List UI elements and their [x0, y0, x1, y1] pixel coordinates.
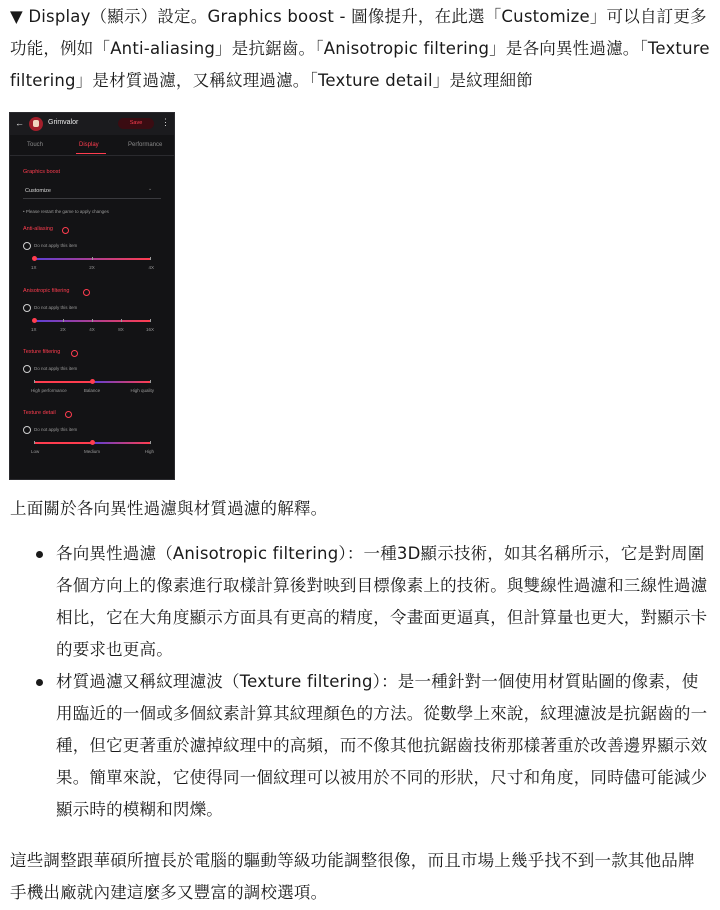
anisotropic-filtering-tick-label: 1X: [31, 327, 37, 332]
texture-filtering-tick-label: High quality: [130, 388, 154, 393]
texture-detail-track-active: [34, 442, 92, 444]
texture-filtering-skip-radio[interactable]: [23, 365, 31, 373]
bullet-icon: [36, 551, 43, 558]
active-tab-indicator: [76, 153, 106, 154]
texture-filtering-track-active: [34, 381, 92, 383]
texture-detail-tick: [34, 441, 35, 444]
list-item: [0, 538, 720, 666]
anti-aliasing-tick-label: 2X: [89, 265, 95, 270]
info-icon[interactable]: [65, 411, 72, 418]
anisotropic-filtering-tick-label: 8X: [118, 327, 124, 332]
anti-aliasing-skip-label: Do not apply this item: [34, 243, 78, 248]
save-button[interactable]: Save: [118, 118, 154, 129]
texture-filtering-tick-label: High performance: [31, 388, 67, 393]
anti-aliasing-tick: [92, 257, 93, 260]
graphics-boost-value: Customize: [25, 188, 51, 194]
texture-detail-label: Texture detail: [23, 410, 56, 416]
texture-detail-tick-label: Medium: [83, 449, 101, 454]
anti-aliasing-tick-label: 1X: [31, 265, 37, 270]
list-item: [0, 666, 720, 826]
anisotropic-filtering-tick-label: 2X: [60, 327, 66, 332]
graphics-boost-label: Graphics boost: [23, 169, 60, 175]
anti-aliasing-slider-handle[interactable]: [32, 256, 37, 261]
tab-performance[interactable]: Performance: [128, 142, 163, 148]
texture-detail-skip-label: Do not apply this item: [34, 427, 78, 432]
anisotropic-filtering-slider-handle[interactable]: [32, 318, 37, 323]
anisotropic-filtering-skip-label: Do not apply this item: [34, 305, 78, 310]
texture-detail-tick-label: High: [144, 449, 154, 454]
bullet-text: 各向異性過濾（Anisotropic filtering）：一種3D顯示技術，如其名稱所示，它是對周圍各個方向上的像素進行取樣計算後對映到目標像素上的技術。與雙線性過濾和三線性過濾相比，它在大角度顯示方面具有更高的精度，令畫面更逼真，但計算量也更大，對顯示卡的要求也更高。: [56, 544, 708, 659]
phone-screenshot: [9, 112, 175, 480]
explain-heading: 上面關於各向異性過濾與材質過濾的解釋。: [10, 499, 328, 518]
info-icon[interactable]: [71, 350, 78, 357]
app-title: Grimvalor: [48, 119, 79, 126]
texture-filtering-skip-label: Do not apply this item: [34, 366, 78, 371]
tab-display[interactable]: Display: [79, 142, 99, 148]
tab-bar: [10, 137, 174, 155]
texture-detail-slider-handle[interactable]: [90, 440, 95, 445]
anti-aliasing-skip-radio[interactable]: [23, 242, 31, 250]
texture-filtering-tick: [150, 380, 151, 383]
anisotropic-filtering-tick-label: 16X: [145, 327, 154, 332]
bullet-text: 材質過濾又稱紋理濾波（Texture filtering）：是一種針對一個使用材質貼圖的像素，使用臨近的一個或多個紋素計算其紋理顏色的方法。從數學上來說，紋理濾波是抗鋸齒的一種，但它更著重於濾掉紋理中的高頻，而不像其他抗鋸齒技術那樣著重於改善邊界顯示效果。簡單來說，它使得同一個紋理可以被用於不同的形狀，尺寸和角度，同時儘可能減少顯示時的模糊和閃爍。: [56, 672, 708, 819]
info-icon[interactable]: [62, 227, 69, 234]
texture-filtering-track: [92, 381, 150, 383]
anisotropic-filtering-tick: [92, 319, 93, 322]
divider: [10, 155, 174, 156]
texture-filtering-label: Texture filtering: [23, 349, 61, 355]
intro-paragraph: ▼ Display（顯示）設定。Graphics boost - 圖像提升，在此選「Customize」可以自訂更多功能，例如「Anti-aliasing」是抗鋸齒。「Anisotropic filtering」是各向異性過濾。「Texture filtering」是材質過濾，又稱紋理過濾。「Texture detail」是紋理細節: [10, 7, 710, 90]
texture-detail-tick-label: Low: [31, 449, 40, 454]
anti-aliasing-label: Anti-aliasing: [23, 226, 53, 232]
tab-touch[interactable]: Touch: [27, 142, 44, 148]
closing-paragraph: 這些調整跟華碩所擅長於電腦的驅動等級功能調整很像，而且市場上幾乎找不到一款其他品牌手機出廠就內建這麼多又豐富的調校選項。: [10, 851, 695, 902]
anisotropic-filtering-tick: [63, 319, 64, 322]
app-logo: [29, 117, 43, 131]
texture-filtering-slider-handle[interactable]: [90, 379, 95, 384]
texture-filtering-tick: [34, 380, 35, 383]
bullet-icon: [36, 679, 43, 686]
anisotropic-filtering-tick: [150, 319, 151, 322]
anti-aliasing-tick: [150, 257, 151, 260]
anisotropic-filtering-skip-radio[interactable]: [23, 304, 31, 312]
arrow-left-icon[interactable]: ←: [15, 118, 24, 128]
texture-detail-skip-radio[interactable]: [23, 426, 31, 434]
info-icon[interactable]: [83, 289, 90, 296]
texture-filtering-tick-label: Balance: [83, 388, 101, 393]
explanation-list: [0, 538, 720, 826]
more-vertical-icon[interactable]: ⋮: [161, 117, 170, 127]
restart-note: • Please restart the game to apply changes: [23, 209, 109, 214]
texture-detail-tick: [150, 441, 151, 444]
anisotropic-filtering-tick: [121, 319, 122, 322]
anisotropic-filtering-tick-label: 4X: [89, 327, 95, 332]
texture-detail-track: [92, 442, 150, 444]
anisotropic-filtering-label: Anisotropic filtering: [23, 288, 70, 294]
chevron-down-icon: ⌄: [148, 186, 153, 192]
anti-aliasing-tick-label: 4X: [148, 265, 154, 270]
